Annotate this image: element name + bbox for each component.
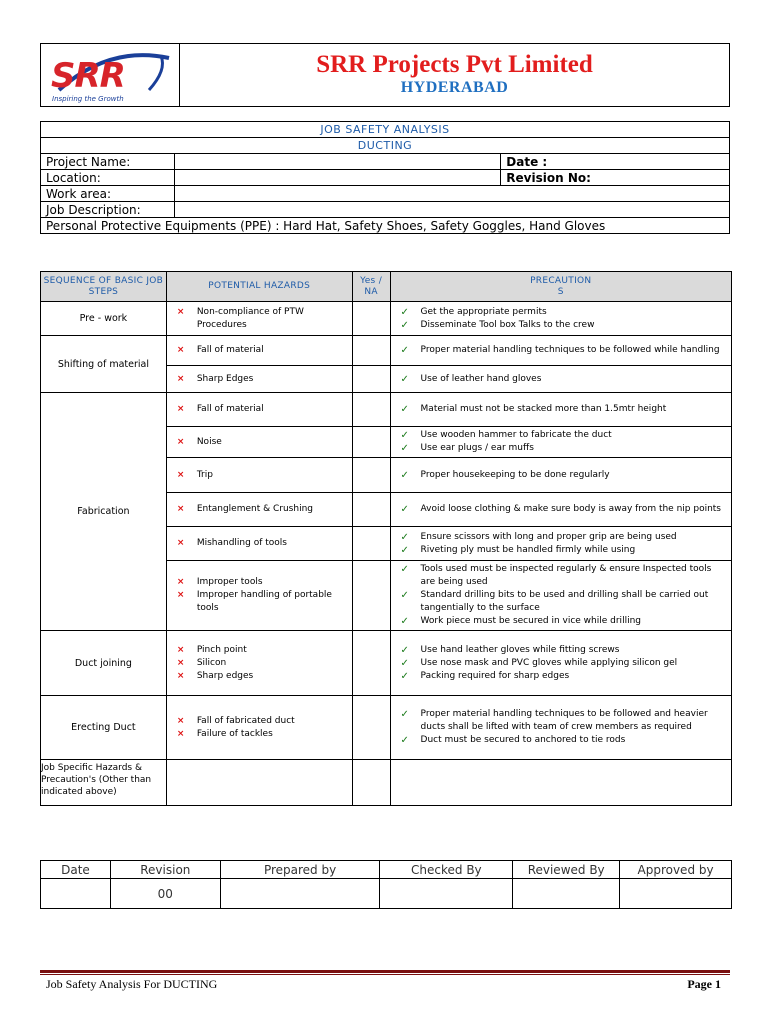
precaution-item — [401, 544, 727, 557]
precaution-text: Disseminate Tool box Talks to the crew — [420, 319, 595, 330]
precaution-text: Tools used must be inspected regularly & ensure Inspected tools are being used — [420, 564, 712, 587]
cross-icon: × — [176, 657, 185, 668]
project-name-field[interactable] — [174, 154, 500, 170]
yes-na-cell[interactable] — [352, 760, 390, 806]
precaution-cell — [390, 302, 731, 336]
hazard-cell — [166, 696, 352, 760]
cross-icon: × — [176, 404, 185, 414]
jsa-table — [40, 271, 732, 806]
cross-icon: × — [176, 538, 185, 548]
cross-icon: × — [176, 469, 185, 480]
hazard-text: Pinch point — [196, 644, 247, 655]
hazard-cell — [166, 336, 352, 366]
date-label: Date : — [501, 154, 730, 170]
hazard-item — [177, 373, 348, 386]
footer-document-name: Job Safety Analysis For DUCTING — [46, 977, 218, 991]
precaution-text: Proper material handling techniques to be followed and heavier ducts shall be lifted with team of crew members as required — [420, 709, 708, 732]
step-prework: Pre - work — [41, 302, 167, 336]
check-icon: ✓ — [400, 469, 409, 481]
check-icon: ✓ — [400, 443, 409, 454]
hazard-cell — [166, 458, 352, 493]
precaution-item — [401, 429, 727, 442]
hazard-text: Noise — [196, 436, 222, 447]
hazard-text: Fall of material — [196, 345, 264, 355]
cross-icon: × — [176, 577, 185, 587]
step-fabrication: Fabrication — [41, 393, 167, 631]
yes-na-cell[interactable] — [352, 458, 390, 493]
precaution-text: Use wooden hammer to fabricate the duct — [420, 430, 612, 440]
signoff-header-reviewed: Reviewed By — [513, 861, 620, 879]
cross-icon: × — [176, 728, 185, 739]
precaution-text: Duct must be secured to anchored to tie rods — [420, 735, 626, 745]
precaution-text: Use nose mask and PVC gloves while applying silicon gel — [420, 657, 678, 668]
check-icon: ✓ — [400, 345, 409, 356]
precaution-item — [401, 657, 727, 670]
project-info-table — [40, 121, 730, 234]
check-icon: ✓ — [400, 657, 409, 669]
check-icon: ✓ — [400, 735, 409, 746]
cross-icon: × — [176, 504, 185, 514]
precaution-item — [401, 589, 727, 615]
hazard-item — [177, 306, 348, 332]
company-name: SRR Projects Pvt Limited — [316, 51, 593, 78]
hazard-text: Sharp Edges — [196, 373, 254, 384]
signoff-checked-value[interactable] — [380, 879, 513, 909]
signoff-revision-value[interactable]: 00 — [110, 879, 220, 909]
yes-na-cell[interactable] — [352, 427, 390, 458]
step-job-specific: Job Specific Hazards & Precaution's (Other than indicated above) — [41, 760, 167, 806]
precaution-cell — [390, 393, 731, 427]
precaution-text: Use ear plugs / ear muffs — [420, 443, 534, 453]
cross-icon: × — [176, 590, 185, 600]
job-description-label: Job Description: — [41, 202, 175, 218]
document-subtitle: DUCTING — [41, 138, 730, 154]
header-precautions-line2: S — [557, 286, 564, 297]
check-icon: ✓ — [400, 430, 409, 441]
revision-label: Revision No: — [501, 170, 730, 186]
header-hazards: POTENTIAL HAZARDS — [166, 272, 352, 302]
yes-na-cell[interactable] — [352, 393, 390, 427]
hazard-text: Silicon — [196, 657, 227, 668]
precaution-item — [401, 670, 727, 683]
precaution-item — [401, 306, 727, 319]
check-icon: ✓ — [400, 590, 409, 601]
precaution-item — [401, 531, 727, 544]
yes-na-cell[interactable] — [352, 696, 390, 760]
cross-icon: × — [176, 644, 185, 655]
hazard-text: Fall of fabricated duct — [196, 715, 295, 726]
precaution-item — [401, 615, 727, 628]
hazard-item — [177, 589, 348, 615]
precaution-item — [401, 373, 727, 386]
check-icon: ✓ — [400, 319, 409, 331]
hazard-cell — [166, 393, 352, 427]
precaution-text: Use hand leather gloves while fitting screws — [420, 644, 620, 655]
document-header — [40, 43, 730, 107]
hazard-item — [177, 344, 348, 357]
hazard-item — [177, 644, 348, 657]
hazard-item — [177, 657, 348, 670]
hazard-cell — [166, 427, 352, 458]
check-icon: ✓ — [400, 373, 409, 385]
header-title-cell — [180, 44, 729, 106]
yes-na-cell[interactable] — [352, 561, 390, 631]
precaution-item — [401, 503, 727, 516]
check-icon: ✓ — [400, 544, 409, 556]
cross-icon: × — [176, 345, 185, 355]
cross-icon: × — [176, 715, 185, 726]
precaution-cell — [390, 696, 731, 760]
hazard-text: Fall of material — [196, 404, 264, 414]
yes-na-cell[interactable] — [352, 527, 390, 561]
precaution-text: Use of leather hand gloves — [420, 373, 542, 384]
yes-na-cell[interactable] — [352, 336, 390, 366]
step-duct-joining: Duct joining — [41, 631, 167, 696]
yes-na-cell[interactable] — [352, 302, 390, 336]
precaution-cell — [390, 561, 731, 631]
signoff-header-checked: Checked By — [380, 861, 513, 879]
hazard-cell-empty[interactable] — [166, 760, 352, 806]
footer-page-number: Page 1 — [687, 977, 721, 991]
check-icon: ✓ — [400, 504, 409, 515]
location-field[interactable] — [174, 170, 500, 186]
step-shifting: Shifting of material — [41, 336, 167, 393]
yes-na-cell[interactable] — [352, 366, 390, 393]
precaution-text: Riveting ply must be handled firmly while using — [420, 544, 636, 555]
header-precautions-line1: PRECAUTION — [530, 275, 592, 286]
hazard-cell — [166, 631, 352, 696]
precaution-text: Proper material handling techniques to be followed while handling — [420, 345, 720, 355]
hazard-item — [177, 715, 348, 728]
location-label: Location: — [41, 170, 175, 186]
hazard-item — [177, 469, 348, 482]
hazard-text: Failure of tackles — [196, 728, 273, 739]
signoff-header-prepared: Prepared by — [220, 861, 380, 879]
precaution-cell-empty[interactable] — [390, 760, 731, 806]
cross-icon: × — [176, 373, 185, 384]
hazard-item — [177, 403, 348, 416]
ppe-line: Personal Protective Equipments (PPE) : Hard Hat, Safety Shoes, Safety Goggles, Hand Gloves — [41, 218, 730, 234]
yes-na-cell[interactable] — [352, 631, 390, 696]
precaution-item — [401, 563, 727, 589]
precaution-cell — [390, 493, 731, 527]
header-precautions — [390, 272, 731, 302]
hazard-text: Trip — [196, 469, 213, 480]
precaution-item — [401, 734, 727, 747]
check-icon: ✓ — [400, 404, 409, 415]
check-icon: ✓ — [400, 644, 409, 656]
precaution-cell — [390, 631, 731, 696]
header-yes-na: Yes / NA — [352, 272, 390, 302]
check-icon: ✓ — [400, 306, 409, 318]
hazard-cell — [166, 527, 352, 561]
precaution-item — [401, 708, 727, 734]
company-logo — [41, 44, 180, 106]
precaution-item — [401, 442, 727, 455]
precaution-text: Material must not be stacked more than 1.5mtr height — [420, 404, 667, 414]
cross-icon: × — [176, 670, 185, 681]
signoff-reviewed-value[interactable] — [513, 879, 620, 909]
signoff-header-approved: Approved by — [620, 861, 732, 879]
logo-tagline: Inspiring the Growth — [52, 95, 124, 103]
precaution-text: Standard drilling bits to be used and drilling shall be carried out tangentially to the surface — [420, 590, 709, 613]
hazard-item — [177, 670, 348, 683]
hazard-item — [177, 728, 348, 741]
document-title: JOB SAFETY ANALYSIS — [41, 122, 730, 138]
project-name-label: Project Name: — [41, 154, 175, 170]
check-icon: ✓ — [400, 709, 409, 720]
work-area-field[interactable] — [174, 186, 729, 202]
precaution-text: Get the appropriate permits — [420, 306, 547, 317]
precaution-item — [401, 344, 727, 357]
signoff-approved-value[interactable] — [620, 879, 732, 909]
signoff-table — [40, 860, 732, 909]
footer-rule-thin — [40, 974, 730, 975]
precaution-cell — [390, 336, 731, 366]
check-icon: ✓ — [400, 531, 409, 543]
check-icon: ✓ — [400, 616, 409, 627]
cross-icon: × — [176, 436, 185, 447]
precaution-cell — [390, 366, 731, 393]
precaution-text: Ensure scissors with long and proper grip are being used — [420, 531, 677, 542]
cross-icon: × — [176, 306, 185, 317]
precaution-item — [401, 319, 727, 332]
precaution-cell — [390, 427, 731, 458]
work-area-label: Work area: — [41, 186, 175, 202]
precaution-item — [401, 644, 727, 657]
hazard-cell — [166, 561, 352, 631]
hazard-text: Improper tools — [196, 577, 263, 587]
hazard-item — [177, 503, 348, 516]
hazard-item — [177, 537, 348, 550]
hazard-item — [177, 436, 348, 449]
signoff-header-revision: Revision — [110, 861, 220, 879]
precaution-cell — [390, 458, 731, 493]
precaution-item — [401, 469, 727, 482]
company-city: HYDERABAD — [400, 79, 509, 96]
hazard-text: Sharp edges — [196, 670, 254, 681]
hazard-item — [177, 576, 348, 589]
step-erecting-duct: Erecting Duct — [41, 696, 167, 760]
precaution-cell — [390, 527, 731, 561]
check-icon: ✓ — [400, 670, 409, 682]
footer-rule — [40, 970, 730, 973]
header-steps: SEQUENCE OF BASIC JOB STEPS — [41, 272, 167, 302]
yes-na-cell[interactable] — [352, 493, 390, 527]
precaution-text: Packing required for sharp edges — [420, 670, 570, 681]
hazard-text: Non-compliance of PTW Procedures — [196, 306, 304, 330]
signoff-header-date: Date — [41, 861, 111, 879]
signoff-prepared-value[interactable] — [220, 879, 380, 909]
precaution-text: Work piece must be secured in vice while drilling — [420, 616, 641, 626]
hazard-text: Entanglement & Crushing — [196, 504, 313, 514]
hazard-text: Improper handling of portable tools — [196, 590, 332, 613]
precaution-text: Proper housekeeping to be done regularly — [420, 469, 610, 480]
job-description-field[interactable] — [174, 202, 729, 218]
check-icon: ✓ — [400, 564, 409, 575]
precaution-item — [401, 403, 727, 416]
logo-text: SRR — [51, 56, 125, 96]
hazard-text: Mishandling of tools — [196, 538, 287, 548]
signoff-date-value[interactable] — [41, 879, 111, 909]
precaution-text: Avoid loose clothing & make sure body is away from the nip points — [420, 504, 721, 514]
hazard-cell — [166, 366, 352, 393]
hazard-cell — [166, 302, 352, 336]
hazard-cell — [166, 493, 352, 527]
